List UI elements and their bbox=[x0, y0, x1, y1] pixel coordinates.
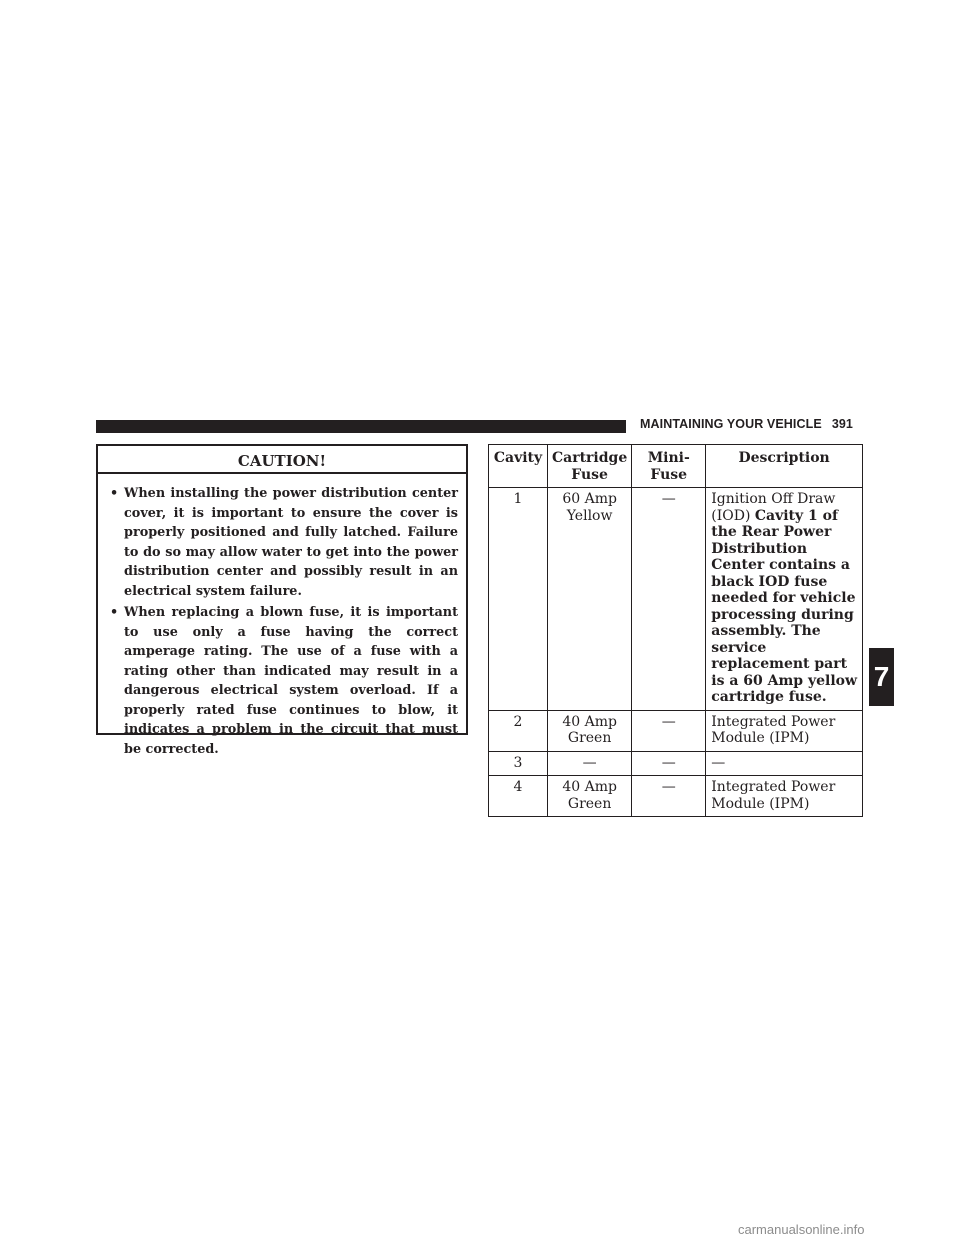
cell-mini: — bbox=[632, 488, 706, 711]
cell-cavity: 3 bbox=[489, 751, 548, 776]
table-row bbox=[489, 751, 863, 776]
table-row bbox=[489, 488, 863, 711]
caution-title: CAUTION! bbox=[98, 446, 466, 474]
page-header bbox=[640, 417, 864, 431]
cell-mini: — bbox=[632, 710, 706, 751]
cell-description: Integrated Power Module (IPM) bbox=[706, 776, 863, 817]
cell-description bbox=[706, 488, 863, 711]
chapter-tab: 7 bbox=[869, 648, 894, 706]
header-mini-fuse: Mini-Fuse bbox=[632, 445, 706, 488]
watermark: carmanualsonline.info bbox=[738, 1222, 865, 1237]
bullet-icon: • bbox=[110, 486, 119, 501]
caution-item-text: When installing the power distribution center cover, it is important to ensure the cover is properly positioned and fully latched. Failure to do so may allow water to get into the power distribution center and possibly result in an electrical system failure. bbox=[124, 486, 458, 599]
header-rule bbox=[96, 420, 626, 433]
caution-list bbox=[98, 474, 466, 759]
header-cavity: Cavity bbox=[489, 445, 548, 488]
cell-mini: — bbox=[632, 776, 706, 817]
caution-item bbox=[108, 484, 458, 601]
cell-cavity: 1 bbox=[489, 488, 548, 711]
cell-cavity: 4 bbox=[489, 776, 548, 817]
header-cartridge-fuse: Cartridge Fuse bbox=[548, 445, 632, 488]
table-row bbox=[489, 776, 863, 817]
bullet-icon: • bbox=[110, 605, 119, 620]
fuse-table bbox=[488, 444, 863, 817]
header-description: Description bbox=[706, 445, 863, 488]
page-number: 391 bbox=[831, 417, 853, 431]
table-header-row bbox=[489, 445, 863, 488]
caution-item bbox=[108, 603, 458, 759]
cell-cartridge: — bbox=[548, 751, 632, 776]
cell-cartridge: 60 Amp Yellow bbox=[548, 488, 632, 711]
cell-mini: — bbox=[632, 751, 706, 776]
caution-box bbox=[96, 444, 468, 757]
cell-cartridge: 40 Amp Green bbox=[548, 710, 632, 751]
section-title: MAINTAINING YOUR VEHICLE bbox=[640, 417, 822, 431]
caution-item-text: When replacing a blown fuse, it is important to use only a fuse having the correct amperage rating. The use of a fuse with a rating other than indicated may result in a dangerous electrical system overload. If a properly rated fuse continues to blow, it indicates a problem in the circuit that must be corrected. bbox=[124, 605, 458, 757]
table-row bbox=[489, 710, 863, 751]
cell-cavity: 2 bbox=[489, 710, 548, 751]
description-note: Cavity 1 of the Rear Power Distribution Center contains a black IOD fuse needed for vehicle processing during assembly. The service replacement part is a 60 Amp yellow cartridge fuse. bbox=[711, 507, 858, 705]
cell-description: — bbox=[706, 751, 863, 776]
cell-cartridge: 40 Amp Green bbox=[548, 776, 632, 817]
description-text: Ignition Off Draw (IOD) bbox=[711, 491, 836, 524]
cell-description: Integrated Power Module (IPM) bbox=[706, 710, 863, 751]
